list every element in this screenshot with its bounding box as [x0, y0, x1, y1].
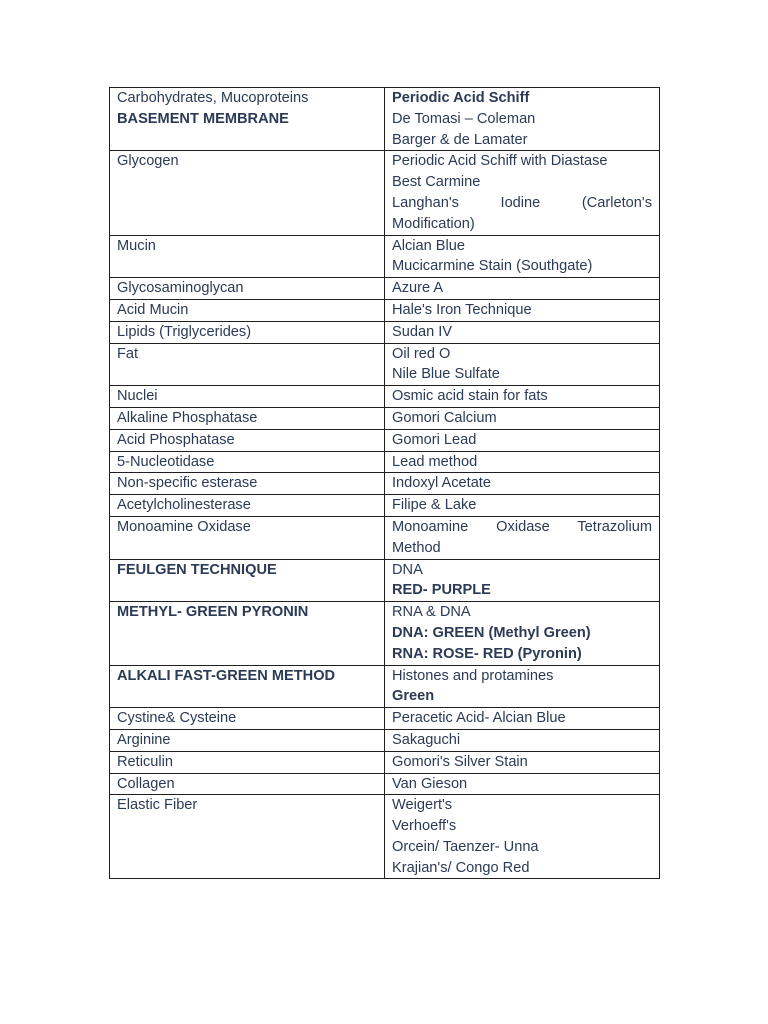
table-row	[110, 299, 660, 321]
table-row	[110, 795, 660, 879]
method-text: Gomori's Silver Stain	[392, 753, 528, 770]
stain-method-cell	[385, 665, 660, 708]
method-text: Oil red O	[392, 345, 451, 362]
method-text: Barger & de Lamater	[392, 131, 528, 148]
method-text: Krajian's/ Congo Red	[392, 859, 530, 876]
stain-method-cell	[385, 278, 660, 300]
table-row	[110, 516, 660, 559]
target-substance-cell	[110, 299, 385, 321]
table-row	[110, 729, 660, 751]
stain-method-cell	[385, 559, 660, 602]
target-substance-cell	[110, 559, 385, 602]
table-row	[110, 151, 660, 235]
stain-method-cell	[385, 407, 660, 429]
stain-method-cell	[385, 773, 660, 795]
target-substance-cell	[110, 729, 385, 751]
method-text: RNA & DNA	[392, 604, 471, 621]
target-substance-cell	[110, 602, 385, 665]
substance-text: Fat	[117, 345, 139, 362]
substance-text: Collagen	[117, 775, 175, 792]
target-substance-cell	[110, 235, 385, 278]
table-body	[110, 88, 660, 879]
method-text: De Tomasi – Coleman	[392, 110, 536, 127]
target-substance-cell	[110, 773, 385, 795]
substance-text: Alkaline Phosphatase	[117, 409, 258, 426]
method-text: Alcian Blue	[392, 237, 466, 254]
target-substance-cell	[110, 665, 385, 708]
target-substance-cell	[110, 386, 385, 408]
method-text: Nile Blue Sulfate	[392, 366, 500, 383]
method-text: Lead method	[392, 453, 478, 470]
substance-text: Acid Mucin	[117, 301, 189, 318]
method-text: Hale's Iron Technique	[392, 301, 532, 318]
substance-text: Glycogen	[117, 153, 179, 170]
method-text: Periodic Acid Schiff with Diastase	[392, 153, 608, 170]
stain-method-cell	[385, 602, 660, 665]
target-substance-cell	[110, 278, 385, 300]
method-text: Best Carmine	[392, 174, 481, 191]
target-substance-cell	[110, 429, 385, 451]
method-text: Van Gieson	[392, 775, 468, 792]
table-row	[110, 235, 660, 278]
table-row	[110, 473, 660, 495]
method-text: Sudan IV	[392, 323, 453, 340]
method-text: Filipe & Lake	[392, 497, 477, 514]
substance-text: Reticulin	[117, 753, 173, 770]
method-text: Gomori Lead	[392, 431, 477, 448]
method-text: DNA	[392, 561, 423, 578]
substance-text: FEULGEN TECHNIQUE	[117, 561, 277, 578]
target-substance-cell	[110, 495, 385, 517]
table-row	[110, 386, 660, 408]
target-substance-cell	[110, 473, 385, 495]
stain-method-cell	[385, 729, 660, 751]
substance-text: Monoamine Oxidase	[117, 518, 251, 535]
stain-method-cell	[385, 451, 660, 473]
method-text: RED- PURPLE	[392, 582, 491, 599]
table-row	[110, 88, 660, 151]
stain-method-cell	[385, 321, 660, 343]
stain-method-cell	[385, 473, 660, 495]
substance-text: Elastic Fiber	[117, 797, 198, 814]
substance-text: Nuclei	[117, 388, 158, 405]
method-text: Orcein/ Taenzer- Unna	[392, 838, 539, 855]
method-text: DNA: GREEN (Methyl Green)	[392, 624, 591, 641]
method-text: Mucicarmine Stain (Southgate)	[392, 258, 593, 275]
stain-method-cell	[385, 516, 660, 559]
stain-method-cell	[385, 88, 660, 151]
stain-method-cell	[385, 235, 660, 278]
stain-method-cell	[385, 151, 660, 235]
table-row	[110, 751, 660, 773]
target-substance-cell	[110, 451, 385, 473]
target-substance-cell	[110, 708, 385, 730]
table-row	[110, 429, 660, 451]
method-text: RNA: ROSE- RED (Pyronin)	[392, 645, 582, 662]
method-text: Periodic Acid Schiff	[392, 90, 530, 106]
substance-text: ALKALI FAST-GREEN METHOD	[117, 667, 336, 684]
target-substance-cell	[110, 751, 385, 773]
table-row	[110, 559, 660, 602]
stain-method-cell	[385, 795, 660, 879]
stain-method-cell	[385, 708, 660, 730]
table-row	[110, 407, 660, 429]
substance-text: Mucin	[117, 237, 156, 254]
stain-method-cell	[385, 343, 660, 386]
target-substance-cell	[110, 321, 385, 343]
table-row	[110, 665, 660, 708]
substance-text: Arginine	[117, 731, 171, 748]
table-row	[110, 602, 660, 665]
method-text: Histones and protamines	[392, 667, 554, 684]
method-text: Gomori Calcium	[392, 409, 497, 426]
method-text: Osmic acid stain for fats	[392, 388, 548, 405]
method-text: Green	[392, 688, 435, 705]
stain-method-cell	[385, 429, 660, 451]
table-row	[110, 343, 660, 386]
stain-method-cell	[385, 495, 660, 517]
substance-text: Non-specific esterase	[117, 475, 258, 492]
method-text: Azure A	[392, 280, 444, 297]
method-text: Indoxyl Acetate	[392, 475, 491, 492]
table-row	[110, 451, 660, 473]
target-substance-cell	[110, 343, 385, 386]
substance-text: Carbohydrates, Mucoproteins	[117, 90, 309, 106]
table-row	[110, 708, 660, 730]
substance-text: METHYL- GREEN PYRONIN	[117, 604, 309, 621]
stain-reference-table	[109, 87, 660, 879]
method-text: Sakaguchi	[392, 731, 461, 748]
substance-text: Lipids (Triglycerides)	[117, 323, 252, 340]
table-row	[110, 495, 660, 517]
target-substance-cell	[110, 516, 385, 559]
target-substance-cell	[110, 151, 385, 235]
table-row	[110, 278, 660, 300]
table-row	[110, 773, 660, 795]
stain-method-cell	[385, 299, 660, 321]
substance-text: BASEMENT MEMBRANE	[117, 110, 289, 127]
target-substance-cell	[110, 795, 385, 879]
method-text: Verhoeff's	[392, 818, 457, 835]
stain-method-cell	[385, 751, 660, 773]
substance-text: Glycosaminoglycan	[117, 280, 244, 297]
method-text: Langhan's Iodine (Carleton's Modification)	[392, 194, 652, 232]
table-row	[110, 321, 660, 343]
method-text: Monoamine Oxidase Tetrazolium Method	[392, 518, 652, 556]
substance-text: Acid Phosphatase	[117, 431, 235, 448]
substance-text: 5-Nucleotidase	[117, 453, 215, 470]
method-text: Weigert's	[392, 797, 453, 814]
substance-text: Cystine& Cysteine	[117, 710, 237, 727]
stain-method-cell	[385, 386, 660, 408]
substance-text: Acetylcholinesterase	[117, 497, 251, 514]
target-substance-cell	[110, 407, 385, 429]
target-substance-cell	[110, 88, 385, 151]
method-text: Peracetic Acid- Alcian Blue	[392, 710, 566, 727]
